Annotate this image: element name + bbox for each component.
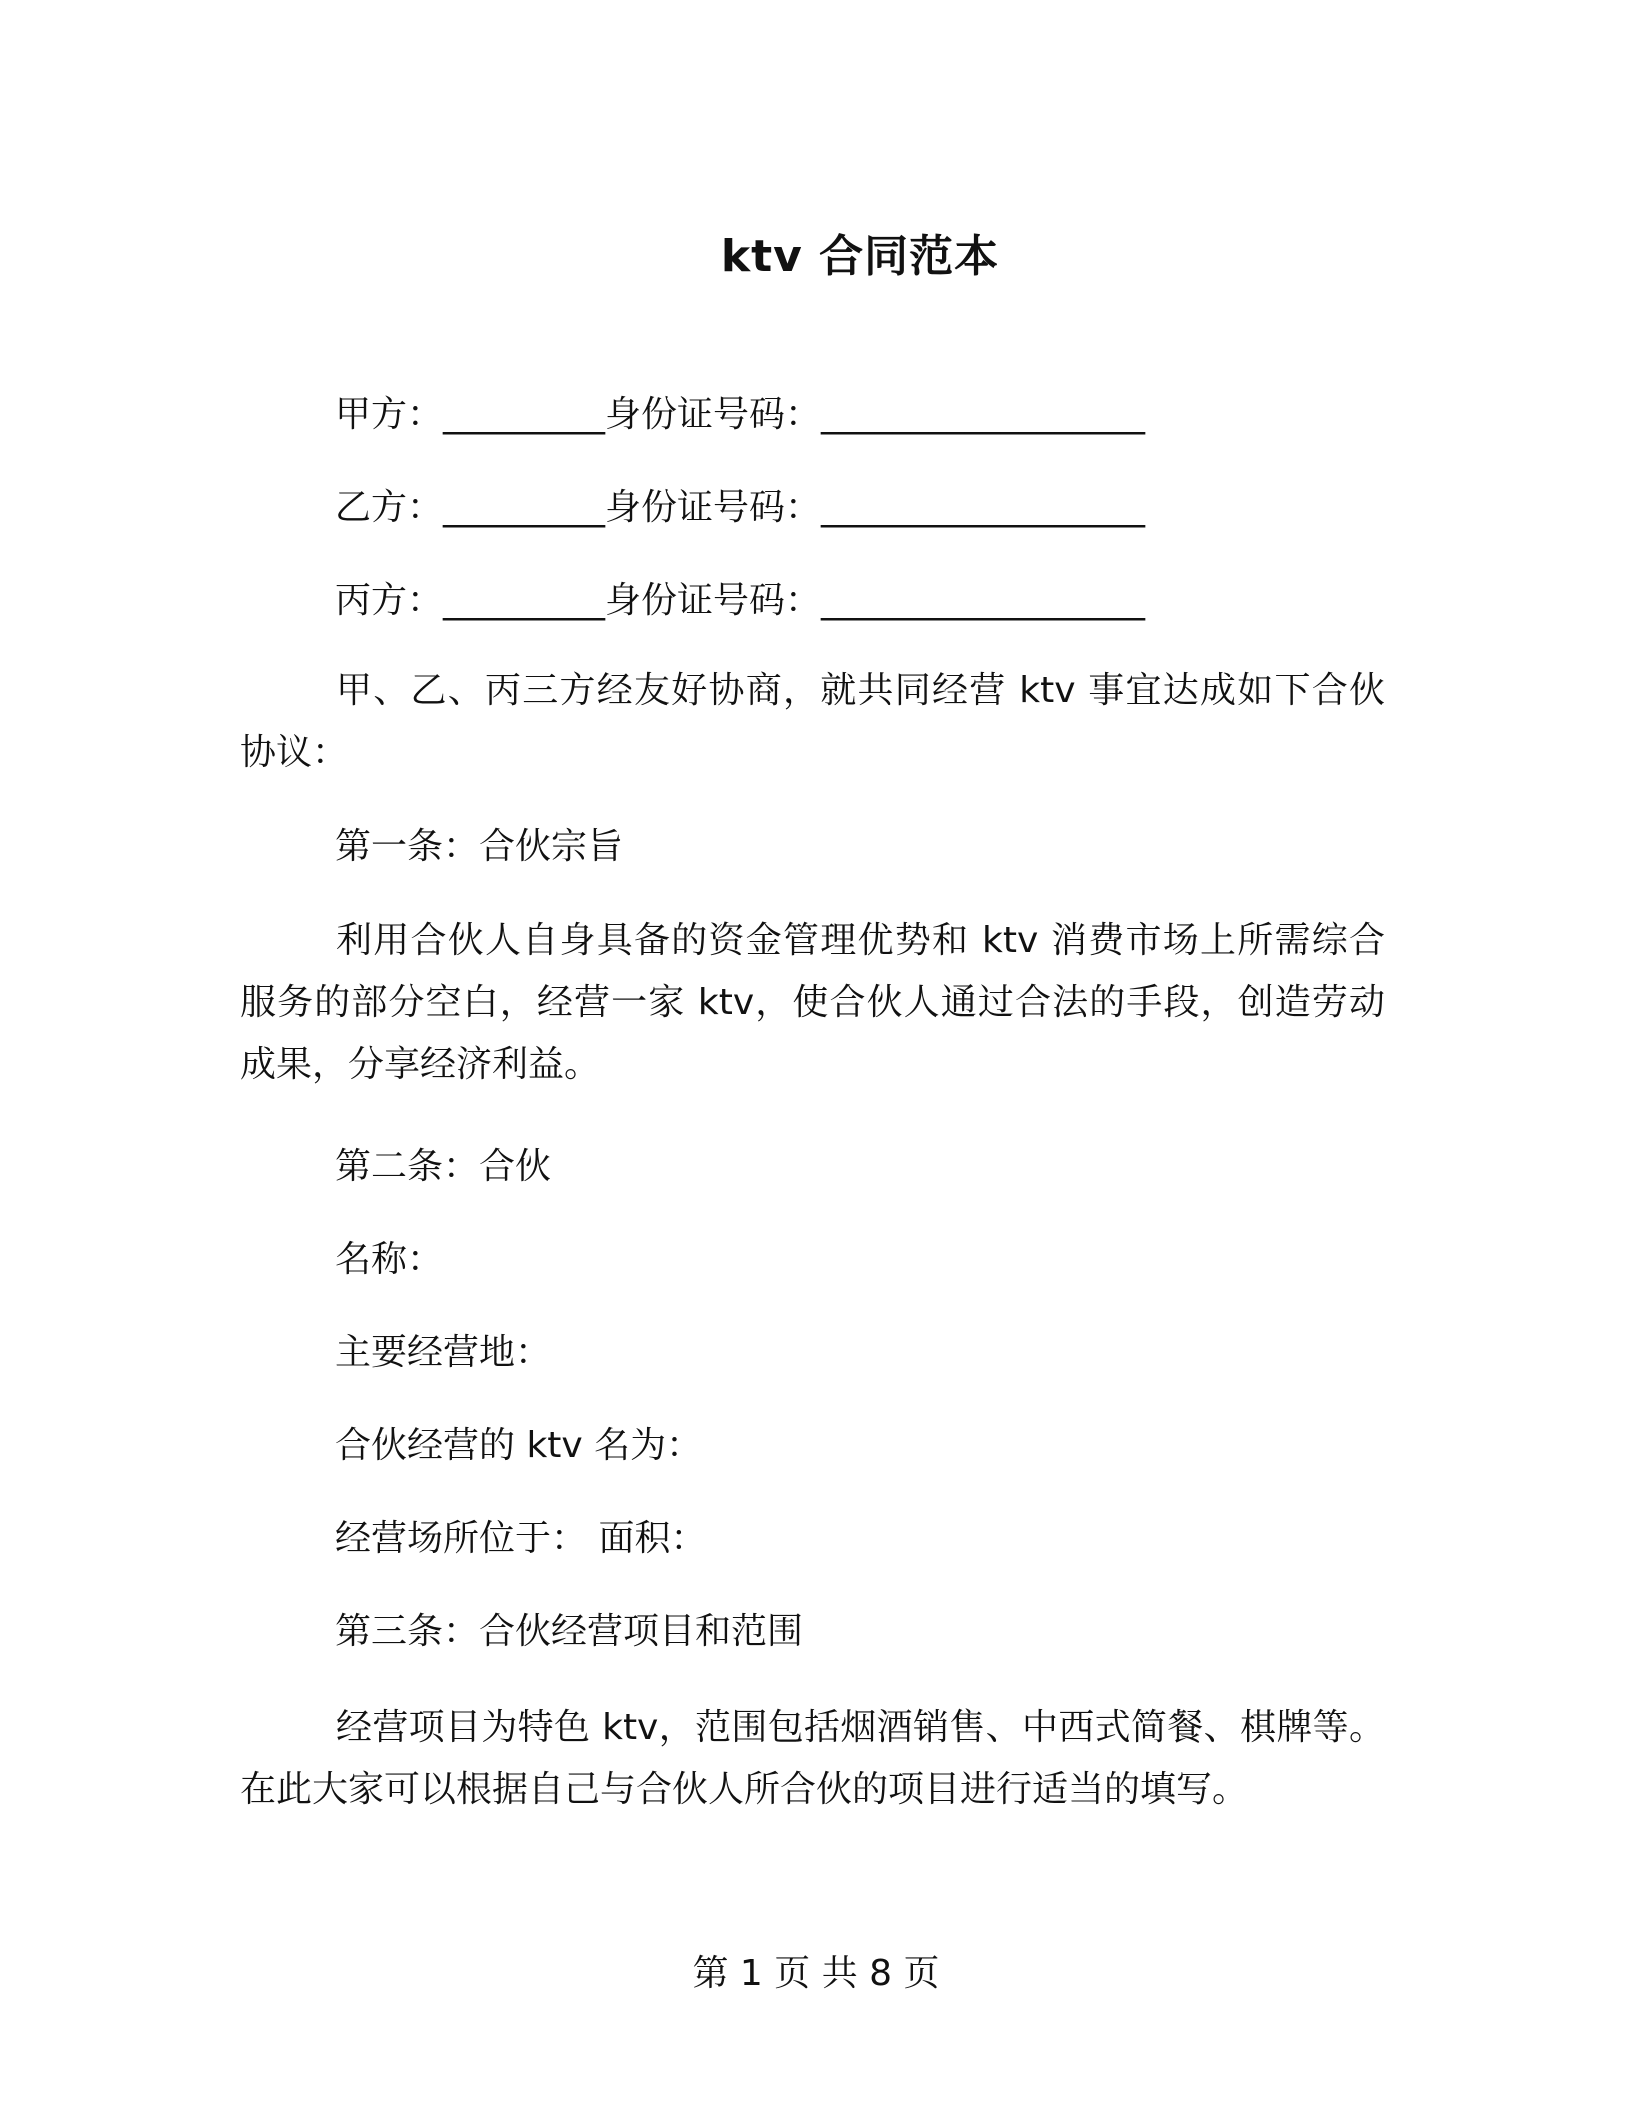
party-a-line: 甲方：_________身份证号码：__________________	[335, 394, 1146, 435]
article-1-heading: 第一条：合伙宗旨	[335, 826, 624, 867]
article-2-ktv-name-field: 合伙经营的 ktv 名为：	[335, 1425, 703, 1466]
document-title: ktv 合同范本	[720, 231, 1000, 282]
article-2-location-field: 主要经营地：	[335, 1332, 552, 1373]
article-3-heading: 第三条：合伙经营项目和范围	[335, 1611, 804, 1652]
party-c-line: 丙方：_________身份证号码：__________________	[335, 580, 1146, 621]
article-2-venue-area-field: 经营场所位于： 面积：	[335, 1518, 707, 1559]
page-number-footer: 第 1 页 共 8 页	[692, 1953, 940, 1994]
article-2-name-field: 名称：	[335, 1239, 444, 1280]
article-1-paragraph: 利用合伙人自身具备的资金管理优势和 ktv 消费市场上所需综合服务的部分空白，经营一家 ktv，使合伙人通过合法的手段，创造劳动成果，分享经济利益。	[240, 920, 1385, 1085]
article-3-paragraph: 经营项目为特色 ktv，范围包括烟酒销售、中西式简餐、棋牌等。在此大家可以根据自己与合伙人所合伙的项目进行适当的填写。	[240, 1707, 1385, 1810]
party-b-line: 乙方：_________身份证号码：__________________	[335, 487, 1146, 528]
intro-paragraph: 甲、乙、丙三方经友好协商，就共同经营 ktv 事宜达成如下合伙协议：	[240, 670, 1385, 773]
article-2-heading: 第二条：合伙	[335, 1146, 552, 1187]
